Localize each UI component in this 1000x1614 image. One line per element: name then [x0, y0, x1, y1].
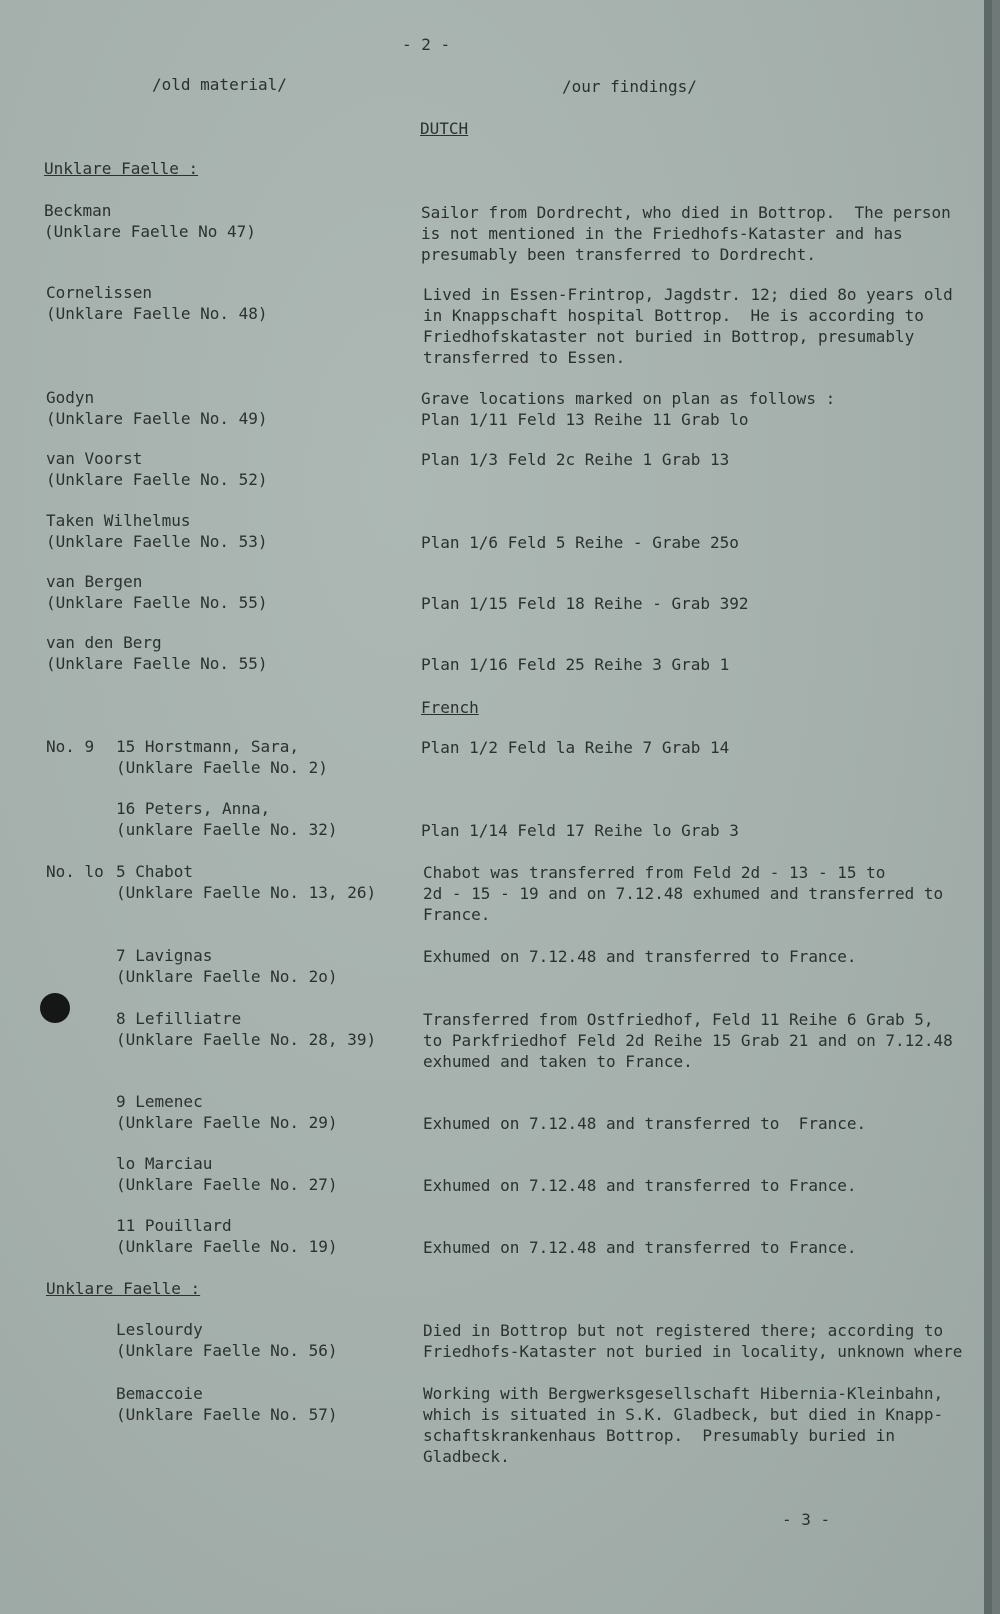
section-dutch: DUTCH	[420, 119, 469, 138]
finding-line: schaftskrankenhaus Bottrop. Presumably buried in	[423, 1426, 896, 1445]
finding-line: Sailor from Dordrecht, who died in Bottrop. The person	[421, 203, 951, 222]
next-page-marker: - 3 -	[782, 1510, 831, 1529]
entry-ref: (Unklare Faelle No. 49)	[46, 409, 268, 428]
entry-ref: (Unklare Faelle No. 57)	[116, 1405, 338, 1424]
finding-line: in Knappschaft hospital Bottrop. He is according to	[423, 306, 924, 325]
heading-unklare-faelle: Unklare Faelle :	[46, 1279, 201, 1298]
finding-line: Transferred from Ostfriedhof, Feld 11 Reihe 6 Grab 5,	[423, 1010, 934, 1029]
finding-line: Exhumed on 7.12.48 and transferred to France.	[423, 947, 857, 966]
entry-ref: (Unklare Faelle No. 56)	[116, 1341, 338, 1360]
finding-line: Exhumed on 7.12.48 and transferred to France.	[423, 1176, 857, 1195]
entry-ref: (Unklare Faelle No. 55)	[46, 654, 268, 673]
entry-name: van Bergen	[46, 572, 143, 591]
finding-line: transferred to Essen.	[423, 348, 626, 367]
page-number: - 2 -	[402, 35, 451, 54]
entry-ref: (unklare Faelle No. 32)	[116, 820, 338, 839]
finding-line: Friedhofskataster not buried in Bottrop, presumably	[423, 327, 915, 346]
finding-line: Plan 1/16 Feld 25 Reihe 3 Grab 1	[421, 655, 730, 674]
section-french: French	[421, 698, 479, 717]
finding-line: Exhumed on 7.12.48 and transferred to France.	[423, 1114, 867, 1133]
entry-name: 8 Lefilliatre	[116, 1009, 242, 1028]
finding-line: Grave locations marked on plan as follows :	[421, 389, 836, 408]
finding-line: Lived in Essen-Frintrop, Jagdstr. 12; died 8o years old	[423, 285, 953, 304]
entry-name: Taken Wilhelmus	[46, 511, 191, 530]
entry-ref: (Unklare Faelle No. 2)	[116, 758, 328, 777]
entry-name: 9 Lemenec	[116, 1092, 203, 1111]
entry-ref: (Unklare Faelle No. 48)	[46, 304, 268, 323]
finding-line: Plan 1/2 Feld la Reihe 7 Grab 14	[421, 738, 730, 757]
entry-name: 15 Horstmann, Sara,	[116, 737, 300, 756]
finding-line: is not mentioned in the Friedhofs-Kataster and has	[421, 224, 903, 243]
entry-name: 16 Peters, Anna,	[116, 799, 271, 818]
entry-name: Leslourdy	[116, 1320, 203, 1339]
heading-unklare-faelle: Unklare Faelle :	[44, 159, 199, 178]
finding-line: Exhumed on 7.12.48 and transferred to France.	[423, 1238, 857, 1257]
finding-line: Plan 1/15 Feld 18 Reihe - Grab 392	[421, 594, 749, 613]
finding-line: Plan 1/3 Feld 2c Reihe 1 Grab 13	[421, 450, 730, 469]
scan-edge	[984, 0, 992, 1614]
entry-ref: (Unklare Faelle No. 13, 26)	[116, 883, 377, 902]
entry-name: lo Marciau	[116, 1154, 213, 1173]
entry-ref: (Unklare Faelle No. 29)	[116, 1113, 338, 1132]
entry-ref: (Unklare Faelle No. 19)	[116, 1237, 338, 1256]
entry-name: Bemaccoie	[116, 1384, 203, 1403]
entry-prefix: No. 9	[46, 737, 95, 756]
header-our-findings: /our findings/	[562, 77, 697, 96]
finding-line: which is situated in S.K. Gladbeck, but died in Knapp-	[423, 1405, 944, 1424]
header-old-material: /old material/	[152, 75, 287, 94]
finding-line: exhumed and taken to France.	[423, 1052, 693, 1071]
finding-line: Chabot was transferred from Feld 2d - 13 - 15 to	[423, 863, 886, 882]
entry-name: van Voorst	[46, 449, 143, 468]
entry-name: Beckman	[44, 201, 112, 220]
finding-line: Gladbeck.	[423, 1447, 510, 1466]
finding-line: France.	[423, 905, 491, 924]
entry-ref: (Unklare Faelle No. 27)	[116, 1175, 338, 1194]
finding-line: presumably been transferred to Dordrecht.	[421, 245, 816, 264]
entry-ref: (Unklare Faelle No. 55)	[46, 593, 268, 612]
ink-blot	[40, 993, 70, 1023]
entry-ref: (Unklare Faelle No. 52)	[46, 470, 268, 489]
entry-name: 5 Chabot	[116, 862, 194, 881]
finding-line: Died in Bottrop but not registered there; according to	[423, 1321, 944, 1340]
entry-ref: (Unklare Faelle No. 28, 39)	[116, 1030, 377, 1049]
entry-ref: (Unklare Faelle No. 2o)	[116, 967, 338, 986]
entry-name: Cornelissen	[46, 283, 152, 302]
entry-name: Godyn	[46, 388, 95, 407]
finding-line: to Parkfriedhof Feld 2d Reihe 15 Grab 21 and on 7.12.48	[423, 1031, 953, 1050]
entry-prefix: No. lo	[46, 862, 104, 881]
finding-line: Plan 1/14 Feld 17 Reihe lo Grab 3	[421, 821, 739, 840]
finding-line: Working with Bergwerksgesellschaft Hibernia-Kleinbahn,	[423, 1384, 944, 1403]
finding-line: Plan 1/11 Feld 13 Reihe 11 Grab lo	[421, 410, 749, 429]
entry-ref: (Unklare Faelle No. 53)	[46, 532, 268, 551]
entry-name: van den Berg	[46, 633, 162, 652]
finding-line: 2d - 15 - 19 and on 7.12.48 exhumed and transferred to	[423, 884, 944, 903]
finding-line: Friedhofs-Kataster not buried in locality, unknown where	[423, 1342, 963, 1361]
entry-name: 7 Lavignas	[116, 946, 213, 965]
entry-ref: (Unklare Faelle No 47)	[44, 222, 256, 241]
entry-name: 11 Pouillard	[116, 1216, 232, 1235]
finding-line: Plan 1/6 Feld 5 Reihe - Grabe 25o	[421, 533, 739, 552]
